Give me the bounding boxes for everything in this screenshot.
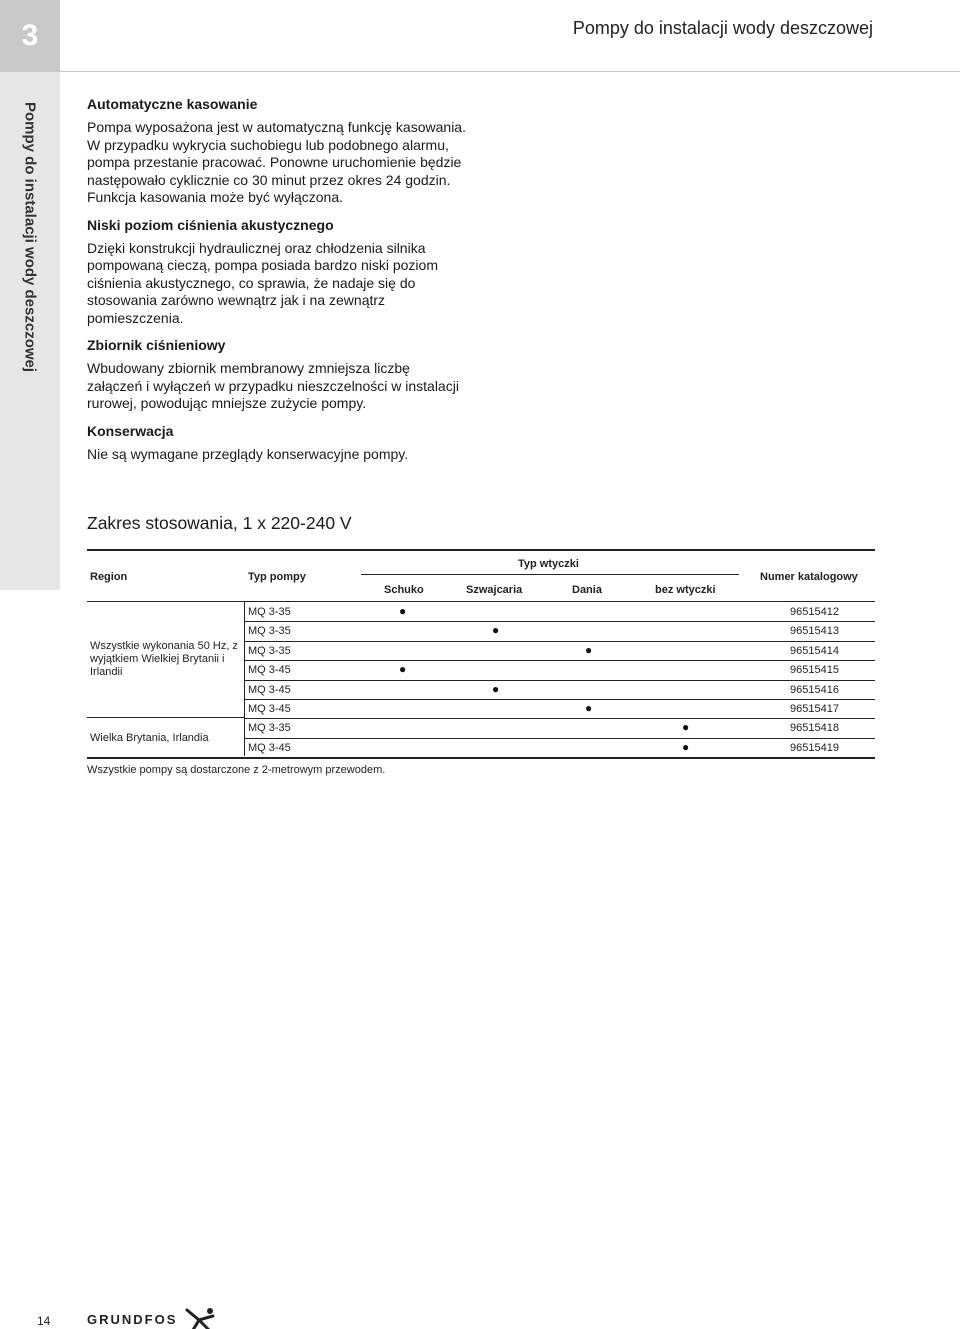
header-schuko: Schuko bbox=[384, 584, 424, 596]
section-heading: Konserwacja bbox=[87, 422, 174, 439]
pump-type-cell: MQ 3-45 bbox=[248, 683, 291, 696]
header-divider bbox=[60, 71, 960, 72]
section-body: Pompa wyposażona jest w automatyczną funkcję kasowania. W przypadku wykrycia suchobiegu lub podobnego alarmu, pompa przestanie pracować. Ponowne uruchomienie będzie następowało cyklicznie co 30 minut przez okres 24 godzin. Funkcja kasowania może być wyłączona. bbox=[87, 119, 466, 205]
region-label: Wszystkie wykonania 50 Hz, z wyjątkiem Wielkiej Brytanii i Irlandii bbox=[90, 640, 238, 678]
table-header-rule bbox=[87, 601, 875, 602]
section-heading: Zbiornik ciśnieniowy bbox=[87, 337, 226, 353]
catalog-number-cell: 96515419 bbox=[790, 741, 839, 754]
plug-dot: ● bbox=[399, 604, 407, 618]
page-number: 14 bbox=[37, 1314, 51, 1328]
plug-dot: ● bbox=[492, 681, 500, 696]
plug-dot: ● bbox=[682, 739, 690, 754]
section-heading: Automatyczne kasowanie bbox=[87, 96, 258, 112]
row-rule bbox=[244, 738, 875, 739]
table-bottom-rule bbox=[87, 757, 875, 759]
pump-type-cell: MQ 3-45 bbox=[248, 741, 291, 754]
section-body: Nie są wymagane przeglądy konserwacyjne pompy. bbox=[87, 445, 409, 462]
region-separator bbox=[87, 717, 244, 718]
content-column bbox=[87, 96, 467, 473]
catalog-number-cell: 96515418 bbox=[790, 722, 839, 735]
pump-type-cell: MQ 3-35 bbox=[248, 625, 291, 638]
logo-text: GRUNDFOS bbox=[87, 1311, 178, 1327]
pump-type-cell: MQ 3-45 bbox=[248, 664, 291, 677]
row-rule bbox=[244, 660, 875, 661]
header-region: Region bbox=[90, 571, 128, 583]
header-switzerland: Szwajcaria bbox=[466, 584, 523, 596]
plug-header-rule bbox=[361, 574, 739, 575]
pump-type-cell: MQ 3-35 bbox=[248, 644, 291, 657]
header-denmark: Dania bbox=[572, 584, 602, 596]
plug-dot: ● bbox=[585, 642, 593, 657]
row-rule bbox=[244, 680, 875, 681]
row-rule bbox=[244, 641, 875, 642]
catalog-number-cell: 96515416 bbox=[790, 683, 839, 696]
pump-type-cell: MQ 3-35 bbox=[248, 722, 291, 735]
row-rule bbox=[244, 621, 875, 622]
row-rule bbox=[244, 699, 875, 700]
region-label: Wielka Brytania, Irlandia bbox=[90, 732, 209, 744]
table-top-rule bbox=[87, 549, 875, 551]
pump-type-cell: MQ 3-35 bbox=[248, 606, 291, 618]
section-body: Wbudowany zbiornik membranowy zmniejsza liczbę załączeń i wyłączeń w przypadku nieszczelności w instalacji rurowej, powodując mniejsze zużycie pompy. bbox=[87, 360, 459, 411]
sidebar-label: Pompy do instalacji wody deszczowej bbox=[21, 101, 39, 373]
grundfos-logo bbox=[87, 1306, 219, 1329]
catalog-number-cell: 96515415 bbox=[790, 664, 839, 677]
plug-dot: ● bbox=[585, 701, 593, 715]
catalog-number-cell: 96515414 bbox=[790, 644, 839, 657]
plug-dot: ● bbox=[399, 662, 407, 677]
plug-dot: ● bbox=[682, 720, 690, 735]
section-body: Dzięki konstrukcji hydraulicznej oraz chłodzenia silnika pompowaną cieczą, pompa posiada bardzo niski poziom ciśnienia akustycznego, co sprawia, że nadaje się do stosowania zarówno wewnątrz jak i na zewnątrz pomieszczenia. bbox=[87, 239, 438, 326]
catalog-number-cell: 96515412 bbox=[790, 606, 839, 618]
header-no-plug: bez wtyczki bbox=[655, 584, 716, 596]
plug-dot: ● bbox=[492, 623, 500, 638]
pump-type-cell: MQ 3-45 bbox=[248, 703, 291, 715]
catalog-number-cell: 96515417 bbox=[790, 703, 839, 715]
footnote: Wszystkie pompy są dostarczone z 2-metrowym przewodem. bbox=[87, 764, 386, 776]
header-plug-type: Typ wtyczki bbox=[518, 558, 579, 570]
catalog-number-cell: 96515413 bbox=[790, 625, 839, 638]
row-rule bbox=[244, 718, 875, 719]
chapter-number: 3 bbox=[21, 19, 39, 52]
section-heading: Niski poziom ciśnienia akustycznego bbox=[87, 216, 334, 233]
page-title: Pompy do instalacji wody deszczowej bbox=[572, 18, 873, 38]
header-pump-type: Typ pompy bbox=[248, 571, 306, 583]
grundfos-man-icon bbox=[183, 1306, 219, 1329]
sidebar-label-wrap bbox=[0, 72, 60, 402]
header-catalog-number: Numer katalogowy bbox=[760, 571, 858, 583]
range-title: Zakres stosowania, 1 x 220-240 V bbox=[87, 513, 352, 533]
